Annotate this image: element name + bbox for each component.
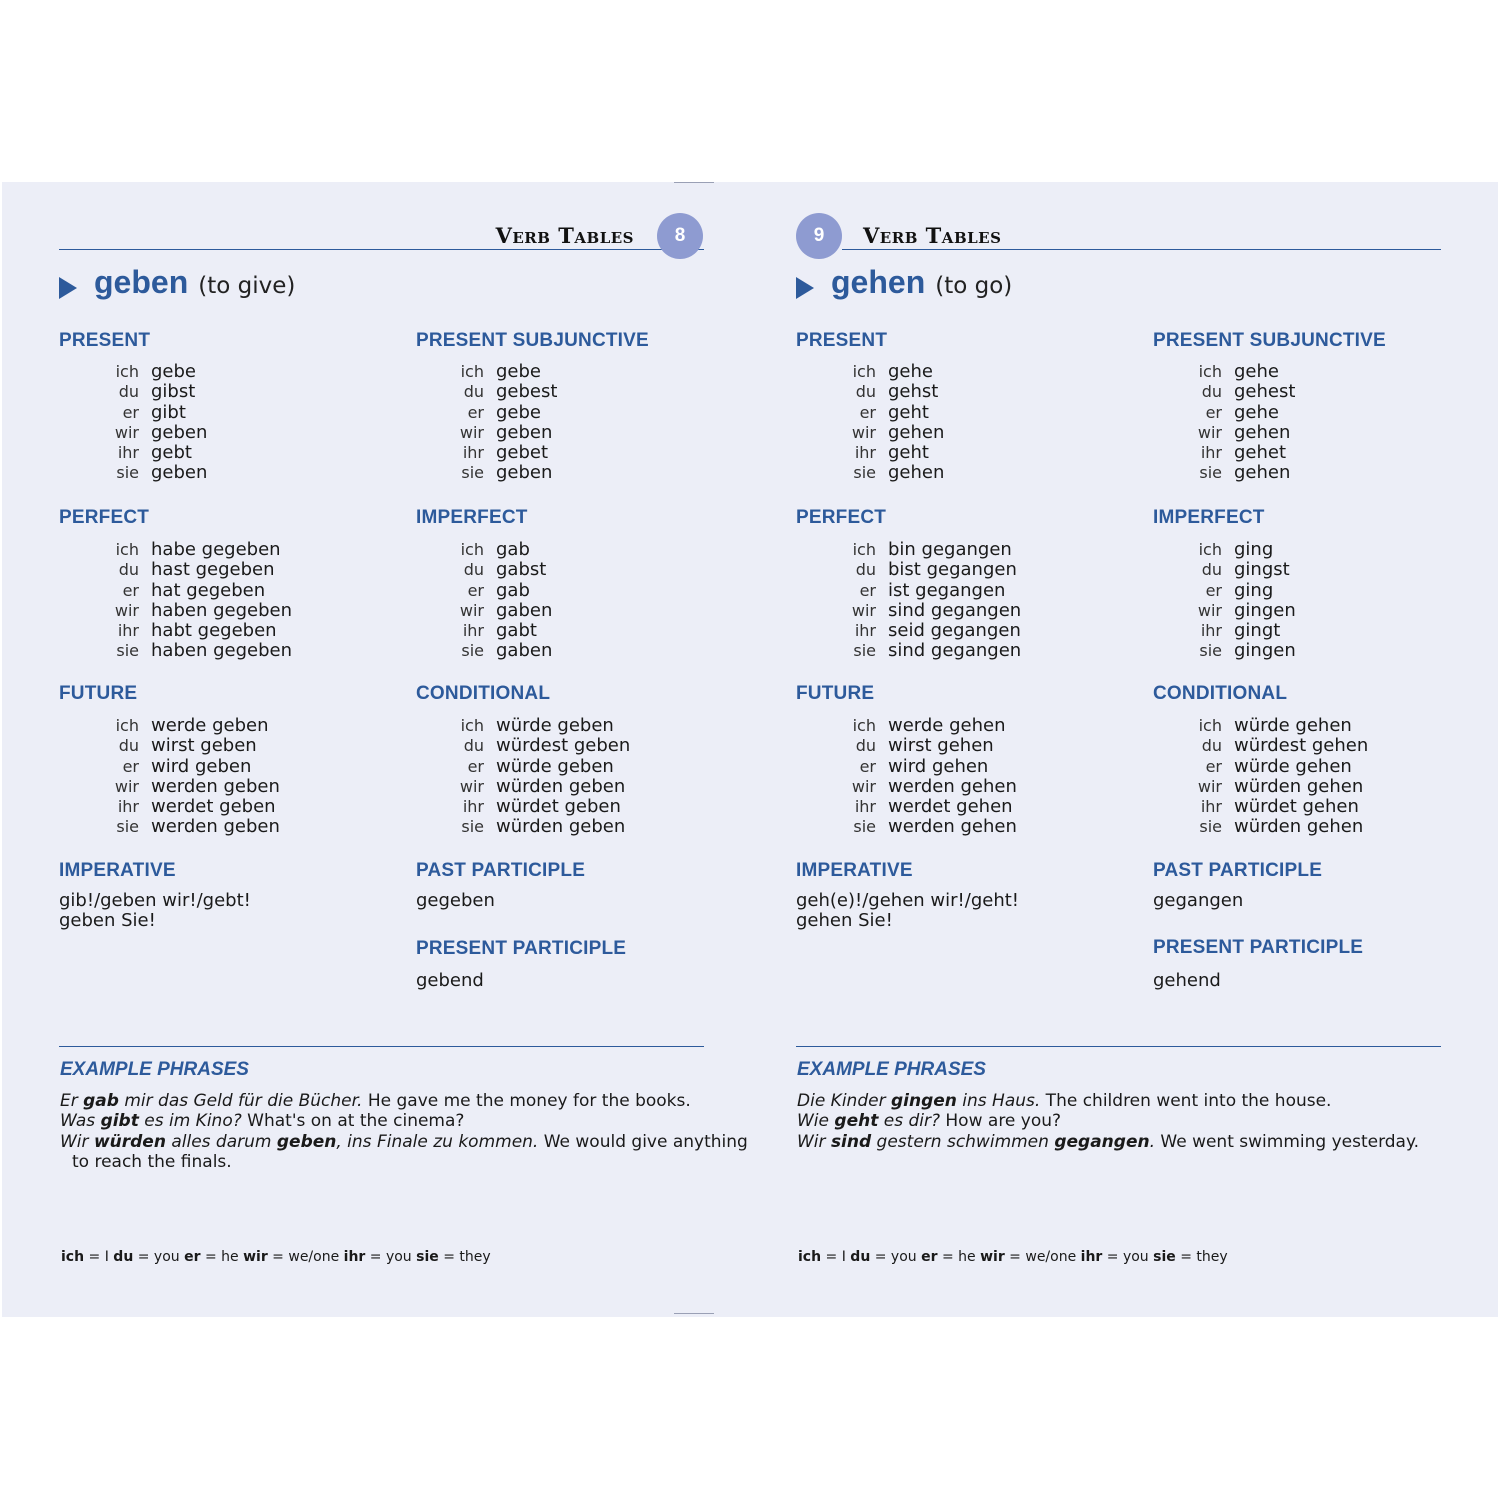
- pronoun: ich: [852, 540, 876, 559]
- pronoun-legend: [798, 1249, 1228, 1265]
- example-german-text: gestern schwimmen: [871, 1131, 1055, 1152]
- verb-form: werden gehen: [888, 775, 1017, 797]
- pronoun: du: [1201, 382, 1222, 402]
- page-header: [796, 212, 1441, 250]
- pronoun: sie: [116, 817, 139, 837]
- verb-form: gehe: [1234, 361, 1279, 382]
- example-rule: [796, 1046, 1441, 1047]
- example-german-text: .: [1149, 1131, 1155, 1152]
- verb-form: haben gegeben: [151, 599, 292, 621]
- example-line: [797, 1132, 1419, 1152]
- verb-form: wird geben: [151, 755, 252, 777]
- page-left: [2, 182, 750, 1317]
- verb-form: wirst geben: [151, 735, 257, 757]
- section-title-present-subjunctive: PRESENT SUBJUNCTIVE: [1153, 330, 1386, 351]
- example-german-text: Wie: [797, 1111, 835, 1132]
- verb-form: sind gegangen: [888, 640, 1022, 662]
- legend-pronoun: ich: [798, 1249, 822, 1265]
- legend-pronoun: du: [850, 1249, 871, 1265]
- legend-meaning: = we/one: [267, 1249, 344, 1265]
- verb-infinitive: geben: [94, 264, 189, 300]
- verb-form: hast gegeben: [151, 559, 275, 581]
- legend-pronoun: ihr: [343, 1249, 366, 1265]
- section-title-past-participle: PAST PARTICIPLE: [416, 860, 586, 881]
- pronoun: er: [467, 402, 484, 422]
- verb-form: gebet: [496, 442, 549, 464]
- legend-pronoun: wir: [243, 1249, 268, 1265]
- verb-form: gibst: [151, 381, 196, 403]
- pronoun: wir: [114, 776, 139, 796]
- verb-form: würde gehen: [1234, 755, 1352, 777]
- imperative-line-1: geh(e)!/gehen wir!/geht!: [796, 890, 1020, 911]
- pronoun: du: [855, 560, 876, 580]
- pronoun: ich: [115, 362, 139, 381]
- legend-meaning: = you: [133, 1249, 185, 1265]
- example-german-text: gibt: [100, 1111, 139, 1132]
- pronoun: sie: [116, 641, 139, 661]
- legend-pronoun: ihr: [1080, 1249, 1103, 1265]
- legend-meaning: = you: [365, 1249, 417, 1265]
- pronoun: sie: [116, 463, 139, 483]
- pronoun: er: [122, 756, 139, 776]
- section-title-present-subjunctive: PRESENT SUBJUNCTIVE: [416, 330, 649, 351]
- verb-form: gab: [496, 539, 530, 560]
- example-line: [797, 1111, 1419, 1131]
- example-german-text: es dir?: [878, 1111, 940, 1132]
- section-title-imperative: IMPERATIVE: [59, 860, 176, 881]
- verb-form: geben: [151, 421, 208, 443]
- verb-form: gehen: [888, 421, 945, 443]
- example-german-text: gegangen: [1054, 1131, 1150, 1152]
- legend-meaning: = you: [870, 1249, 922, 1265]
- verb-form: hat gegeben: [151, 579, 266, 601]
- verb-form: geben: [496, 421, 553, 443]
- pronoun: wir: [114, 422, 139, 442]
- pronoun: sie: [1199, 641, 1222, 661]
- pronoun: ihr: [462, 621, 484, 641]
- section-title-future: FUTURE: [59, 683, 138, 704]
- verb-form: gingen: [1234, 599, 1296, 621]
- imperative-line-2: geben Sie!: [59, 910, 156, 931]
- pronoun: er: [467, 580, 484, 600]
- legend-meaning: = he: [937, 1249, 981, 1265]
- example-german-text: Wir: [797, 1131, 831, 1152]
- example-german-text: mir das Geld für die Bücher.: [118, 1091, 363, 1111]
- play-triangle-icon: [59, 277, 77, 299]
- example-german-text: sind: [830, 1131, 872, 1152]
- example-english-text: What's on at the cinema?: [241, 1111, 465, 1132]
- present-participle-value: gehend: [1153, 970, 1221, 991]
- example-german-text: es im Kino?: [138, 1111, 242, 1132]
- verb-form: würden gehen: [1234, 816, 1364, 838]
- verb-form: ist gegangen: [888, 579, 1006, 601]
- pronoun: du: [118, 382, 139, 402]
- verb-form: würden geben: [496, 816, 626, 838]
- pronoun: sie: [461, 463, 484, 483]
- verb-form: gehe: [888, 361, 933, 382]
- header-rule: [842, 249, 1441, 250]
- pronoun: du: [855, 382, 876, 402]
- pronoun: wir: [459, 776, 484, 796]
- pronoun: ihr: [117, 797, 139, 817]
- verb-form: geht: [888, 442, 929, 464]
- example-english-text: He gave me the money for the books.: [362, 1091, 691, 1111]
- pronoun: ich: [852, 362, 876, 381]
- pronoun: ihr: [1200, 443, 1222, 463]
- legend-meaning: = I: [821, 1249, 851, 1265]
- example-english-text: We went swimming yesterday.: [1154, 1131, 1420, 1152]
- past-participle-value: gegangen: [1153, 890, 1244, 911]
- verb-form: ging: [1234, 539, 1274, 560]
- verb-form: würden gehen: [1234, 775, 1364, 797]
- present-participle-value: gebend: [416, 970, 484, 991]
- example-line: [797, 1091, 1419, 1111]
- pronoun: wir: [459, 600, 484, 620]
- page-header: [59, 212, 704, 250]
- legend-meaning: = I: [84, 1249, 114, 1265]
- verb-form: gehst: [888, 381, 939, 403]
- verb-form: wird gehen: [888, 755, 989, 777]
- verb-form: bin gegangen: [888, 539, 1012, 560]
- pronoun: er: [467, 756, 484, 776]
- legend-pronoun: ich: [61, 1249, 85, 1265]
- pronoun: wir: [851, 600, 876, 620]
- pronoun: er: [859, 756, 876, 776]
- verb-form: gehest: [1234, 381, 1296, 403]
- verb-form: haben gegeben: [151, 640, 292, 662]
- pronoun: du: [463, 560, 484, 580]
- header-title: Verb Tables: [495, 223, 634, 248]
- verb-heading: [796, 264, 1012, 304]
- verb-form: würdest gehen: [1234, 735, 1369, 757]
- verb-form: werdet geben: [151, 796, 276, 818]
- verb-form: gingt: [1234, 620, 1281, 642]
- verb-form: werde geben: [151, 715, 269, 736]
- pronoun: ihr: [117, 443, 139, 463]
- example-line: [60, 1152, 748, 1172]
- verb-form: würdet gehen: [1234, 796, 1359, 818]
- pronoun: sie: [853, 463, 876, 483]
- pronoun: sie: [1199, 463, 1222, 483]
- pronoun: du: [1201, 736, 1222, 756]
- pronoun: sie: [1199, 817, 1222, 837]
- verb-heading: [59, 264, 295, 304]
- verb-form: werden geben: [151, 775, 280, 797]
- past-participle-value: gegeben: [416, 890, 495, 911]
- verb-form: würdest geben: [496, 735, 631, 757]
- example-phrases: [60, 1091, 748, 1172]
- example-german-text: alles darum: [165, 1131, 277, 1152]
- pronoun: ihr: [1200, 797, 1222, 817]
- pronoun: ich: [1198, 540, 1222, 559]
- verb-form: gingst: [1234, 559, 1290, 581]
- verb-form: habe gegeben: [151, 539, 281, 560]
- pronoun: ihr: [854, 621, 876, 641]
- pronoun: ihr: [462, 443, 484, 463]
- pronoun: du: [855, 736, 876, 756]
- verb-form: gabt: [496, 620, 537, 642]
- verb-form: geben: [496, 462, 553, 484]
- example-german-text: , ins Finale zu kommen.: [336, 1131, 539, 1152]
- example-english-text: How are you?: [940, 1111, 1062, 1132]
- pronoun: wir: [459, 422, 484, 442]
- pronoun: wir: [114, 600, 139, 620]
- verb-form: gehet: [1234, 442, 1287, 464]
- verb-form: gebe: [496, 401, 541, 423]
- example-english-text: The children went into the house.: [1040, 1091, 1332, 1111]
- verb-form: werden gehen: [888, 816, 1017, 838]
- section-title-imperfect: IMPERFECT: [1153, 507, 1265, 528]
- header-rule: [59, 249, 704, 250]
- example-german-text: geben: [276, 1131, 337, 1152]
- pronoun: ihr: [854, 797, 876, 817]
- legend-meaning: = we/one: [1004, 1249, 1081, 1265]
- pronoun: er: [1205, 402, 1222, 422]
- verb-form: gehen: [1234, 421, 1291, 443]
- verb-form: gabst: [496, 559, 547, 581]
- play-triangle-icon: [796, 277, 814, 299]
- example-english-text: We would give anything: [538, 1131, 748, 1152]
- page-number-badge: 9: [796, 213, 842, 259]
- verb-form: würden geben: [496, 775, 626, 797]
- example-german-text: würden: [93, 1131, 166, 1152]
- verb-form: seid gegangen: [888, 620, 1021, 642]
- verb-form: gehen: [888, 462, 945, 484]
- pronoun: du: [463, 736, 484, 756]
- example-english-text: to reach the finals.: [72, 1151, 232, 1172]
- pronoun: ich: [460, 362, 484, 381]
- example-german-text: Er: [60, 1091, 84, 1111]
- pronoun: sie: [461, 817, 484, 837]
- imperative-line-2: gehen Sie!: [796, 910, 893, 931]
- legend-pronoun: er: [184, 1249, 201, 1265]
- example-phrases-title: EXAMPLE PHRASES: [60, 1059, 249, 1080]
- verb-gloss: (to give): [198, 273, 296, 299]
- verb-form: gebe: [151, 361, 196, 382]
- section-title-perfect: PERFECT: [796, 507, 887, 528]
- example-german-text: ins Haus.: [956, 1091, 1041, 1111]
- pronoun: du: [1201, 560, 1222, 580]
- verb-form: werdet gehen: [888, 796, 1013, 818]
- pronoun: ich: [460, 716, 484, 735]
- header-title: Verb Tables: [863, 223, 1002, 248]
- example-rule: [59, 1046, 704, 1047]
- pronoun: sie: [853, 641, 876, 661]
- verb-gloss: (to go): [935, 273, 1013, 299]
- section-title-conditional: CONDITIONAL: [1153, 683, 1288, 704]
- page-number-badge: 8: [657, 213, 703, 259]
- section-title-present: PRESENT: [796, 330, 888, 351]
- legend-pronoun: wir: [980, 1249, 1005, 1265]
- pronoun: er: [1205, 580, 1222, 600]
- verb-form: sind gegangen: [888, 599, 1022, 621]
- pronoun: er: [122, 580, 139, 600]
- example-german-text: Wir: [60, 1131, 94, 1152]
- pronoun: er: [859, 402, 876, 422]
- example-phrases-title: EXAMPLE PHRASES: [797, 1059, 986, 1080]
- section-title-imperative: IMPERATIVE: [796, 860, 913, 881]
- pronoun: sie: [461, 641, 484, 661]
- section-title-imperfect: IMPERFECT: [416, 507, 528, 528]
- example-german-text: gingen: [890, 1091, 957, 1111]
- pronoun: er: [1205, 756, 1222, 776]
- pronoun: er: [122, 402, 139, 422]
- pronoun: ihr: [854, 443, 876, 463]
- section-title-present-participle: PRESENT PARTICIPLE: [416, 938, 627, 959]
- verb-form: gehe: [1234, 401, 1279, 423]
- example-german-text: geht: [834, 1111, 879, 1132]
- book-spread: [2, 182, 1498, 1317]
- verb-form: geben: [151, 462, 208, 484]
- verb-form: würde gehen: [1234, 715, 1352, 736]
- pronoun-legend: [61, 1249, 491, 1265]
- section-title-past-participle: PAST PARTICIPLE: [1153, 860, 1323, 881]
- pronoun: ich: [115, 716, 139, 735]
- pronoun: wir: [851, 776, 876, 796]
- imperative-line-1: gib!/geben wir!/gebt!: [59, 890, 251, 911]
- example-line: [60, 1132, 748, 1152]
- example-phrases: [797, 1091, 1419, 1152]
- section-title-future: FUTURE: [796, 683, 875, 704]
- verb-form: würde geben: [496, 715, 614, 736]
- verb-infinitive: gehen: [831, 264, 926, 300]
- verb-form: geht: [888, 401, 929, 423]
- verb-form: gaben: [496, 599, 553, 621]
- pronoun: ich: [1198, 716, 1222, 735]
- section-title-conditional: CONDITIONAL: [416, 683, 551, 704]
- verb-form: werde gehen: [888, 715, 1006, 736]
- section-title-present: PRESENT: [59, 330, 151, 351]
- legend-meaning: = he: [200, 1249, 244, 1265]
- verb-form: ging: [1234, 579, 1274, 601]
- pronoun: du: [118, 560, 139, 580]
- verb-form: gab: [496, 579, 530, 601]
- legend-pronoun: sie: [416, 1249, 439, 1265]
- verb-form: gebt: [151, 442, 192, 464]
- verb-form: würdet geben: [496, 796, 621, 818]
- example-line: [60, 1091, 748, 1111]
- example-german-text: Was: [60, 1111, 101, 1132]
- legend-meaning: = they: [438, 1249, 491, 1265]
- verb-form: gingen: [1234, 640, 1296, 662]
- legend-meaning: = they: [1175, 1249, 1228, 1265]
- example-german-text: Die Kinder: [797, 1091, 891, 1111]
- verb-form: werden geben: [151, 816, 280, 838]
- verb-form: gibt: [151, 401, 186, 423]
- section-title-perfect: PERFECT: [59, 507, 150, 528]
- verb-form: habt gegeben: [151, 620, 277, 642]
- verb-form: gaben: [496, 640, 553, 662]
- pronoun: ich: [852, 716, 876, 735]
- legend-meaning: = you: [1102, 1249, 1154, 1265]
- example-line: [60, 1111, 748, 1131]
- pronoun: wir: [851, 422, 876, 442]
- pronoun: ich: [115, 540, 139, 559]
- pronoun: wir: [1197, 776, 1222, 796]
- pronoun: ihr: [117, 621, 139, 641]
- pronoun: du: [118, 736, 139, 756]
- pronoun: du: [463, 382, 484, 402]
- pronoun: er: [859, 580, 876, 600]
- legend-pronoun: er: [921, 1249, 938, 1265]
- verb-form: würde geben: [496, 755, 614, 777]
- pronoun: sie: [853, 817, 876, 837]
- verb-form: gebe: [496, 361, 541, 382]
- legend-pronoun: du: [113, 1249, 134, 1265]
- pronoun: ich: [460, 540, 484, 559]
- verb-form: wirst gehen: [888, 735, 994, 757]
- section-title-present-participle: PRESENT PARTICIPLE: [1153, 937, 1364, 958]
- verb-form: gehen: [1234, 462, 1291, 484]
- verb-form: gebest: [496, 381, 558, 403]
- example-german-text: gab: [83, 1091, 119, 1111]
- pronoun: ihr: [1200, 621, 1222, 641]
- page-right: [750, 182, 1498, 1317]
- pronoun: wir: [1197, 422, 1222, 442]
- legend-pronoun: sie: [1153, 1249, 1176, 1265]
- pronoun: ich: [1198, 362, 1222, 381]
- pronoun: ihr: [462, 797, 484, 817]
- pronoun: wir: [1197, 600, 1222, 620]
- verb-form: bist gegangen: [888, 559, 1017, 581]
